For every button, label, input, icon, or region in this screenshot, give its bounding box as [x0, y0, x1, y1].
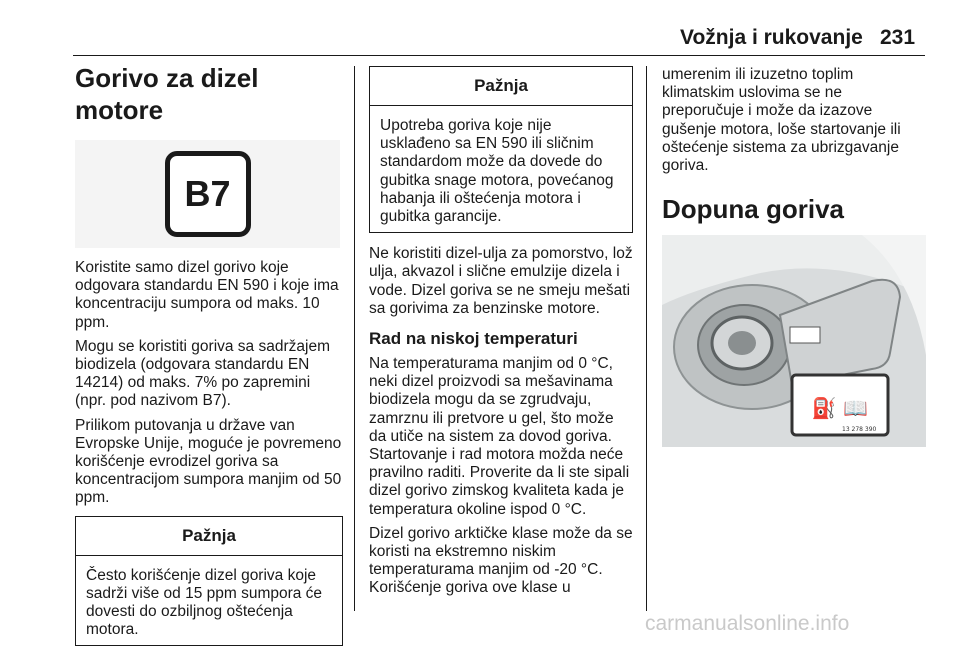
notice-box: [369, 66, 633, 233]
section-title: Gorivo za dizel motore: [75, 63, 259, 125]
paragraph: Ne koristiti dizel-ulja za pomorstvo, lož ulja, akvazol i slične emulzije dizela i vode. Dizel goriva se ne smeju mešati sa gorivima za benzinske motore.: [369, 245, 633, 317]
notice-text: Upotreba goriva koje nije usklađeno sa EN 590 ili sličnim standardom može da dovede do gubitka snage motora, povećanog habanja ili oštećenja motora i gubitka garancije.: [380, 117, 614, 226]
subsection-title: Rad na niskoj temperaturi: [369, 329, 578, 349]
fuel-label-figure: [75, 140, 340, 248]
paragraph: Koristite samo dizel gorivo koje odgovara standardu EN 590 i koje ima koncentraciju sumpora od maks. 10 ppm.: [75, 259, 339, 331]
column-1: [75, 62, 343, 658]
svg-text:⛽ 📖: ⛽ 📖: [811, 396, 869, 421]
header-rule: [73, 55, 925, 56]
paragraph: umerenim ili izuzetno toplim klimatskim uslovima se ne preporučuje i može da izazove gušenje motora, loše startovanje ili oštećenje sistema za ubrizgavanje goriva.: [662, 66, 901, 175]
fuel-filler-photo: [662, 235, 926, 447]
paragraph: Na temperaturama manjim od 0 °C, neki dizel proizvodi sa mešavinama biodizela mogu da se zgrudvaju, zamrznu ili pretvore u gel, što može da utiče na sistem za dovod goriva. Startovanje i rad motora možda neće pravilno raditi. Proverite da li ste sipali dizel gorivo zimskog kvaliteta kada je temperatura okoline ispod 0 °C.: [369, 355, 630, 518]
notice-text: Često korišćenje dizel goriva koje sadrži više od 15 ppm sumpora će dovesti do ozbiljnog oštećenja motora.: [86, 566, 323, 639]
running-header-title: Vožnja i rukovanje: [680, 26, 863, 49]
paragraph: Prilikom putovanja u države van Evropske Unije, moguće je povremeno korišćenje evrodizel goriva sa koncentracijom sumpora manjim od 50 ppm.: [75, 416, 342, 507]
column-divider: [646, 66, 647, 611]
watermark: carmanualsonline.info: [645, 612, 850, 635]
notice-heading: Pažnja: [370, 67, 632, 106]
figure-code: 13 278 390: [842, 426, 877, 434]
paragraph: Mogu se koristiti goriva sa sadržajem biodizela (odgovara standardu EN 14214) od maks. 7% po zapremini (npr. pod nazivom B7).: [75, 337, 330, 410]
section-title: Dopuna goriva: [662, 194, 845, 225]
page-number: 231: [880, 26, 916, 49]
column-divider: [354, 66, 355, 611]
notice-heading: Pažnja: [76, 517, 342, 556]
column-3: [662, 66, 926, 447]
b7-fuel-icon: B7: [165, 151, 251, 237]
column-2: [369, 66, 633, 604]
paragraph: Dizel gorivo arktičke klase može da se koristi na ekstremno niskim temperaturama manjim od -20 °C. Korišćenje goriva ove klase u: [369, 524, 633, 597]
notice-box: [75, 516, 343, 647]
